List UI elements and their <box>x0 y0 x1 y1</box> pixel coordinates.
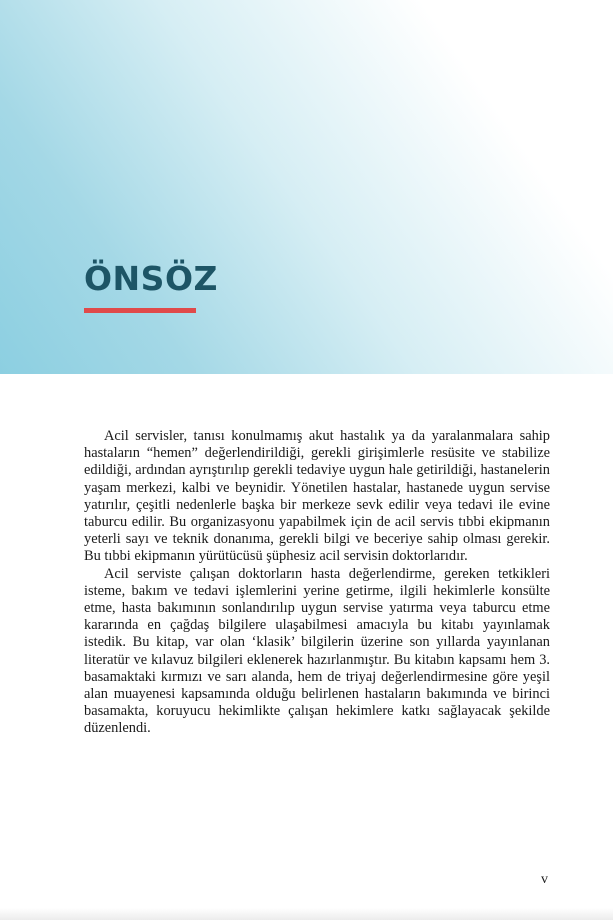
title-underline <box>84 308 196 313</box>
paragraph-1: Acil servisler, tanısı konulmamış akut hastalık ya da yaralanmalara sahip hastaların “hemen” değerlendirildiği, gerekli girişimlerle resüsite ve stabilize edildiği, ardından ayrıştırılıp gerekli tedaviye uygun hale getirildiği, hastanelerin yaşam merkezi, kalbi ve beynidir. Yönetilen hastalar, hastanede uygun servise yatırılır, çeşitli nedenlerle başka bir merkeze sevk edilir veya tedavi ile evine taburcu edilir. Bu organizasyonu yapabilmek için de acil servis tıbbi ekipmanın yeterli sayı ve teknik donanıma, gerekli bilgi ve beceriye sahip olması gerekir. Bu tıbbi ekipmanın yürütücüsü şüphesiz acil servisin doktorlarıdır. <box>84 428 550 565</box>
paragraph-2: Acil serviste çalışan doktorların hasta değerlendirme, gereken tetkikleri isteme, bakım ve tedavi işlemlerini yerine getirme, ilgili hekimlerle konsülte etme, hasta bakımının sonlandırılıp uygun servise yatırma veya taburcu etme kararında en çağdaş bilgilere ulaşabilmesi amacıyla bu kitabı yayınlamak istedik. Bu kitap, var olan ‘klasik’ bilgilerin üzerine son yıllarda yayınlanan literatür ve kılavuz bilgileri eklenerek hazırlanmıştır. Bu kitabın kapsamı hem 3. basamaktaki kırmızı ve sarı alanda, hem de triyaj değerlendirmesine göre yeşil alan muayenesi kapsamında olduğu belirlenen hastaların bakımında ve birinci basamakta, koruyucu hekimlikte çalışan hekimlere katkı sağlayacak şekilde düzenlendi. <box>84 565 550 737</box>
header-gradient-band <box>0 0 613 374</box>
body-text <box>84 428 550 738</box>
page-number: v <box>541 872 548 887</box>
page-bottom-edge <box>0 908 613 920</box>
page-title: ÖNSÖZ <box>84 259 218 298</box>
